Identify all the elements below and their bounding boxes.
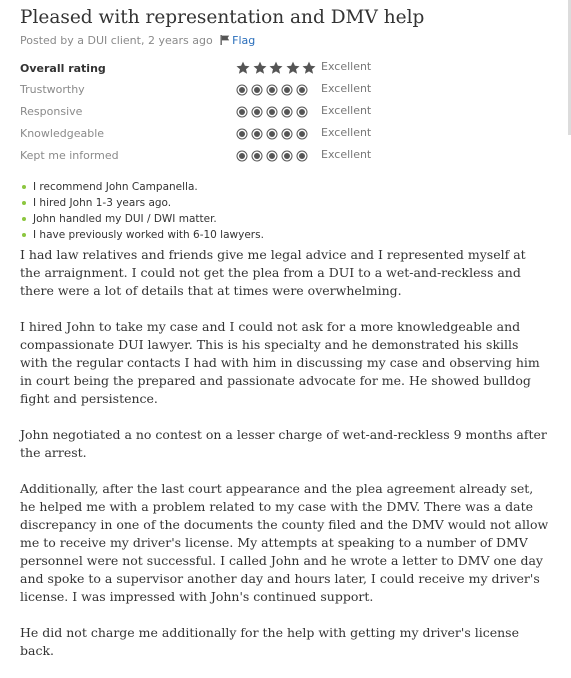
rating-row — [20, 57, 550, 79]
rating-row — [20, 79, 550, 101]
bullet-icon — [22, 233, 26, 237]
ratings-table — [20, 57, 550, 167]
rating-dot-icon — [281, 128, 293, 140]
rating-dot-icon — [236, 106, 248, 118]
flag-icon — [220, 35, 230, 45]
flag-link[interactable] — [220, 34, 255, 47]
rating-label: Trustworthy — [20, 83, 85, 96]
rating-value: Excellent — [321, 126, 372, 139]
posted-by: Posted by a DUI client, 2 years ago — [20, 34, 213, 47]
rating-value: Excellent — [321, 60, 372, 73]
fact-text: I recommend John Campanella. — [33, 181, 198, 193]
review-card — [20, 6, 550, 678]
rating-marks — [236, 105, 311, 118]
rating-dot-icon — [251, 106, 263, 118]
rating-dot-icon — [251, 150, 263, 162]
review-body — [20, 246, 550, 660]
rating-dot-icon — [236, 150, 248, 162]
rating-dot-icon — [296, 150, 308, 162]
review-paragraph: John negotiated a no contest on a lesser charge of wet-and-reckless 9 months after the arrest. — [20, 427, 547, 460]
rating-dot-icon — [236, 128, 248, 140]
rating-dot-icon — [281, 106, 293, 118]
rating-label: Kept me informed — [20, 149, 119, 162]
rating-row — [20, 101, 550, 123]
fact-item — [20, 211, 550, 227]
rating-label: Knowledgeable — [20, 127, 105, 140]
star-icon — [302, 61, 316, 75]
fact-text: I hired John 1-3 years ago. — [33, 197, 172, 209]
review-title: Pleased with representation and DMV help — [20, 7, 425, 28]
rating-dot-icon — [236, 84, 248, 96]
review-paragraph: He did not charge me additionally for the help with getting my driver's license back. — [20, 625, 519, 658]
star-icon — [286, 61, 300, 75]
rating-marks — [236, 61, 319, 78]
fact-item — [20, 195, 550, 211]
rating-dot-icon — [266, 150, 278, 162]
star-icon — [236, 61, 250, 75]
rating-dot-icon — [266, 128, 278, 140]
rating-label: Overall rating — [20, 62, 106, 75]
rating-marks — [236, 83, 311, 96]
fact-text: John handled my DUI / DWI matter. — [33, 213, 217, 225]
star-icon — [253, 61, 267, 75]
rating-row — [20, 145, 550, 167]
rating-row — [20, 123, 550, 145]
rating-marks — [236, 149, 311, 162]
rating-dot-icon — [266, 84, 278, 96]
rating-value: Excellent — [321, 104, 372, 117]
bullet-icon — [22, 201, 26, 205]
rating-dot-icon — [281, 150, 293, 162]
fact-item — [20, 179, 550, 195]
rating-dot-icon — [281, 84, 293, 96]
rating-dot-icon — [296, 84, 308, 96]
rating-marks — [236, 127, 311, 140]
rating-dot-icon — [251, 128, 263, 140]
fact-item — [20, 227, 550, 243]
rating-value: Excellent — [321, 82, 372, 95]
bullet-icon — [22, 185, 26, 189]
star-icon — [269, 61, 283, 75]
flag-label: Flag — [232, 34, 256, 47]
rating-value: Excellent — [321, 148, 372, 161]
fact-text: I have previously worked with 6-10 lawyers. — [33, 229, 264, 241]
rating-dot-icon — [266, 106, 278, 118]
review-paragraph: I hired John to take my case and I could not ask for a more knowledgeable and compassionate DUI lawyer. This is his specialty and he demonstrated his skills with the regular contacts I had with him in discussing my case and observing him in court being the prepared and passionate advocate for me. He showed bulldog fight and persistence. — [20, 319, 540, 406]
review-paragraph: Additionally, after the last court appearance and the plea agreement already set, he helped me with a problem related to my case with the DMV. There was a date discrepancy in one of the documents the county filed and the DMV would not allow me to receive my driver's license. My attempts at speaking to a number of DMV personnel were not successful. I called John and he wrote a letter to DMV one day and spoke to a supervisor another day and hours later, I could receive my driver's license. I was impressed with John's continued support. — [20, 481, 549, 604]
rating-dot-icon — [296, 106, 308, 118]
rating-dot-icon — [296, 128, 308, 140]
rating-dot-icon — [251, 84, 263, 96]
review-meta — [20, 33, 550, 49]
bullet-icon — [22, 217, 26, 221]
review-paragraph: I had law relatives and friends give me legal advice and I represented myself at the arraignment. I could not get the plea from a DUI to a wet-and-reckless and there were a lot of details that at times were overwhelming. — [20, 247, 526, 298]
review-facts — [20, 179, 550, 243]
rating-label: Responsive — [20, 105, 83, 118]
